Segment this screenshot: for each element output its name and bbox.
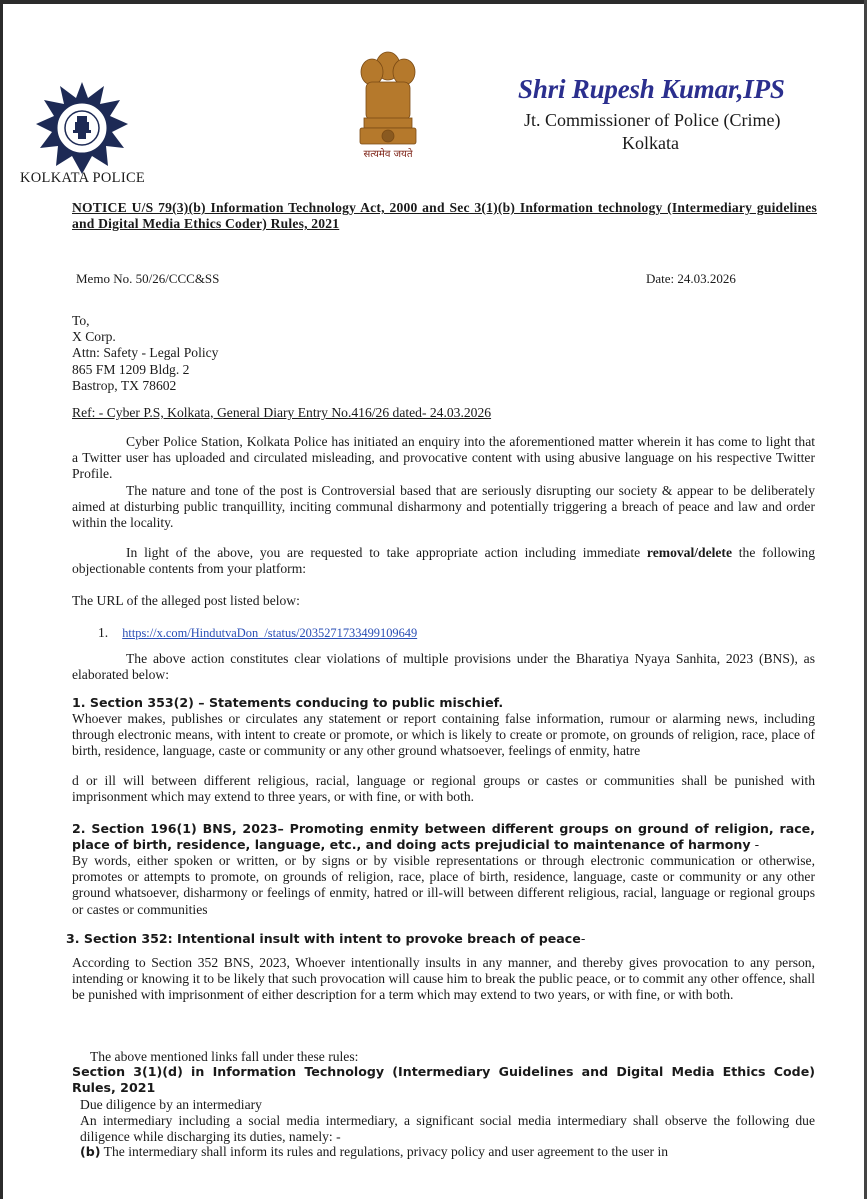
rules-intro: The above mentioned links fall under these rules: — [90, 1049, 359, 1064]
memo-number: Memo No. 50/26/CCC&SS — [76, 271, 220, 286]
rules-subhead: Due diligence by an intermediary — [80, 1097, 262, 1112]
request-text-pre: In light of the above, you are requested to take appropriate action including immediate — [126, 545, 647, 560]
address-line-1: X Corp. — [72, 329, 116, 345]
signer-title: Jt. Commissioner of Police (Crime) — [524, 110, 781, 130]
page-top-edge — [0, 0, 867, 4]
paragraph-request — [72, 545, 815, 577]
police-name: KOLKATA POLICE — [20, 170, 146, 186]
request-text-bold: removal/delete — [646, 545, 732, 560]
rules-body: An intermediary including a social media intermediary, a significant social media intermediary shall observe the following due diligence while discharging its duties, namely: - — [80, 1113, 815, 1145]
section-2-title-text: 2. Section 196(1) BNS, 2023– Promoting enmity between different groups on ground of religion, race, place of birth, residence, language, etc., and doing acts prejudicial to maintenance of harmony — [72, 821, 815, 853]
page-left-edge — [0, 0, 3, 1199]
address-line-3: 865 FM 1209 Bldg. 2 — [72, 361, 190, 377]
rules-clause-b — [80, 1144, 815, 1160]
recipient-address — [72, 313, 218, 394]
kolkata-police-logo — [34, 80, 130, 176]
section-2-title — [72, 821, 815, 853]
section-1-title: 1. Section 353(2) – Statements conducing to public mischief. — [72, 695, 504, 710]
address-to: To, — [72, 313, 90, 328]
section-2-dash: - — [750, 837, 760, 853]
notice-date: Date: 24.03.2026 — [646, 271, 736, 286]
section-3-body: According to Section 352 BNS, 2023, Whoever intentionally insults in any manner, and thereby gives provocation to any person, intending or knowing it to be likely that such provocation will cause him to break the public peace, or to commit any other offence, shall be punished with imprisonment of either description for a term which may extend to two years, or with fine, or with both. — [72, 955, 815, 1003]
address-line-2: Attn: Safety - Legal Policy — [72, 345, 219, 361]
emblem-motto: सत्यमेव जयते — [363, 149, 413, 160]
reference-line: Ref: - Cyber P.S, Kolkata, General Diary Entry No.416/26 dated- 24.03.2026 — [72, 405, 492, 420]
signer-city: Kolkata — [622, 133, 679, 153]
paragraph-enquiry: Cyber Police Station, Kolkata Police has initiated an enquiry into the aforementioned matter wherein it has come to light that a Twitter user has uploaded and circulated misleading, and provocative content with using abusive language on his respective Twitter Profile. — [72, 434, 815, 482]
section-1-body-cont: d or ill will between different religious, racial, language or regional groups or castes or communities shall be punished with imprisonment which may extend to three years, or with fine, or with both. — [72, 773, 815, 805]
national-emblem — [350, 48, 426, 166]
section-3-title — [66, 931, 585, 947]
clause-b-text: The intermediary shall inform its rules and regulations, privacy policy and user agreement to the user in — [100, 1144, 669, 1159]
paragraph-violations: The above action constitutes clear violations of multiple provisions under the Bharatiya Nyaya Sanhita, 2023 (BNS), as elaborated below: — [72, 651, 815, 683]
url-list-item — [98, 625, 417, 641]
paragraph-nature: The nature and tone of the post is Controversial based that are seriously disrupting our society & appear to be deliberately aimed at disturbing public tranquillity, inciting communal disharmony and potentially triggering a breach of peace and law and order within the locality. — [72, 483, 815, 531]
section-3-dash: - — [580, 931, 586, 946]
post-url-link[interactable]: https://x.com/HindutvaDon_/status/2035271733499109649 — [122, 626, 418, 640]
request-text-post: the following objectionable contents from your platform: — [72, 545, 815, 577]
section-2-body: By words, either spoken or written, or by signs or by visible representations or through electronic communication or otherwise, promotes or attempts to promote, on grounds of religion, race, place of birth, residence, language, caste or community or any other ground whatsoever, disharmony or feelings of enmity, hatred or ill-will between different religious, racial, language or regional groups or castes or communities — [72, 853, 815, 917]
address-line-4: Bastrop, TX 78602 — [72, 377, 177, 393]
url-number: 1. — [98, 625, 109, 640]
rules-title: Section 3(1)(d) in Information Technology (Intermediary Guidelines and Digital Media Ethics Code) Rules, 2021 — [72, 1064, 815, 1096]
url-intro: The URL of the alleged post listed below: — [72, 593, 300, 608]
section-3-title-text: 3. Section 352: Intentional insult with intent to provoke breach of peace — [66, 931, 581, 946]
section-1-body: Whoever makes, publishes or circulates any statement or report containing false information, rumour or alarming news, including through electronic means, with intent to create or promote, or which is likely to create or promote, on grounds of religion, race, place of birth, residence, language, caste or community or any other ground whatsoever, feelings of enmity, hatre — [72, 711, 815, 759]
notice-title: NOTICE U/S 79(3)(b) Information Technology Act, 2000 and Sec 3(1)(b) Information technology (Intermediary guidelines and Digital Media Ethics Coder) Rules, 2021 — [72, 200, 817, 231]
clause-b-label: (b) — [80, 1144, 101, 1159]
signer-name: Shri Rupesh Kumar,IPS — [518, 74, 785, 104]
